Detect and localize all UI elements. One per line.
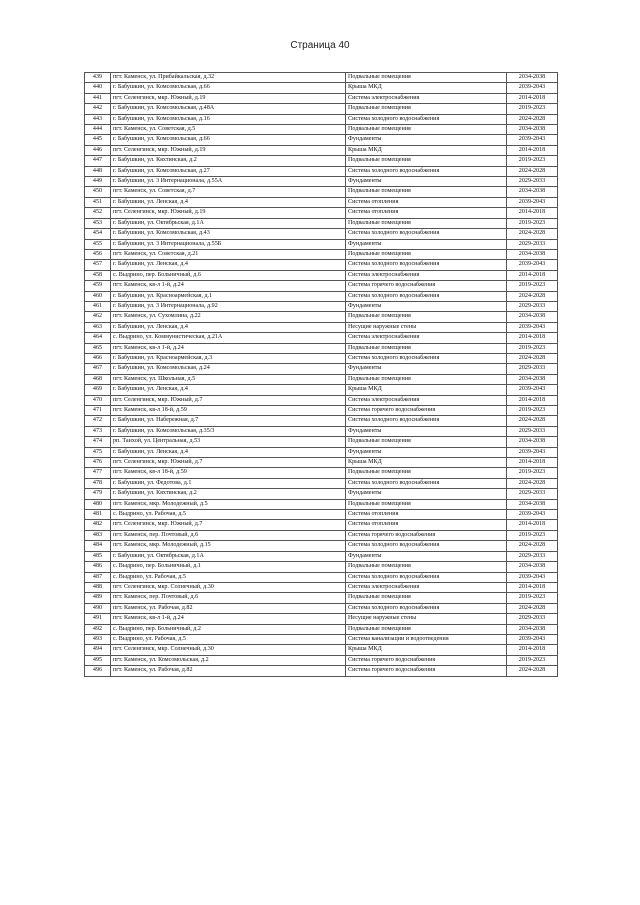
table-row — [85, 624, 558, 634]
period-cell: 2014-2018 — [507, 333, 558, 343]
address-cell: г. Бабушкин, ул. Ленская, д.4 — [111, 447, 346, 457]
address-cell: пгт. Селенгинск, мкр. Солнечный, д.30 — [111, 582, 346, 592]
table-row — [85, 125, 558, 135]
table-row — [85, 468, 558, 478]
table-row — [85, 343, 558, 353]
work-type-cell: Фундаменты — [346, 135, 507, 145]
period-cell: 2019-2023 — [507, 468, 558, 478]
table-row — [85, 572, 558, 582]
table-row — [85, 104, 558, 114]
work-type-cell: Фундаменты — [346, 426, 507, 436]
work-type-cell: Система электроснабжения — [346, 333, 507, 343]
row-number-cell: 448 — [85, 166, 111, 176]
period-cell: 2019-2023 — [507, 530, 558, 540]
row-number-cell: 489 — [85, 593, 111, 603]
work-type-cell: Система холодного водоснабжения — [346, 572, 507, 582]
address-cell: пгт. Каменск, ул. Школьная, д.5 — [111, 374, 346, 384]
address-cell: пгт. Каменск, мкр. Молодежный, д.5 — [111, 499, 346, 509]
work-type-cell: Подвальные помещения — [346, 437, 507, 447]
address-cell: г. Бабушкин, ул. Октябрьская, д.1А — [111, 551, 346, 561]
address-cell: пгт. Каменск, ул. Сухомлина, д.22 — [111, 312, 346, 322]
work-type-cell: Подвальные помещения — [346, 104, 507, 114]
period-cell: 2024-2028 — [507, 478, 558, 488]
row-number-cell: 474 — [85, 437, 111, 447]
period-cell: 2014-2018 — [507, 645, 558, 655]
row-number-cell: 442 — [85, 104, 111, 114]
table-body — [85, 73, 558, 677]
work-type-cell: Система горячего водоснабжения — [346, 281, 507, 291]
address-cell: пгт. Каменск, ул. Советская, д.5 — [111, 125, 346, 135]
row-number-cell: 459 — [85, 281, 111, 291]
work-type-cell: Система холодного водоснабжения — [346, 541, 507, 551]
row-number-cell: 485 — [85, 551, 111, 561]
work-type-cell: Система электроснабжения — [346, 93, 507, 103]
period-cell: 2019-2023 — [507, 655, 558, 665]
row-number-cell: 478 — [85, 478, 111, 488]
work-type-cell: Несущие наружные стены — [346, 322, 507, 332]
table-row — [85, 593, 558, 603]
work-type-cell: Система холодного водоснабжения — [346, 353, 507, 363]
address-cell: г. Бабушкин, ул. Комсомольская, д.48А — [111, 104, 346, 114]
address-cell: пгт. Каменск, кв-л 1-й, д.24 — [111, 281, 346, 291]
address-cell: с. Выдрино, ул. Рабочая, д.5 — [111, 572, 346, 582]
address-cell: с. Выдрино, ул. Коммунистическая, д.21А — [111, 333, 346, 343]
row-number-cell: 456 — [85, 249, 111, 259]
row-number-cell: 472 — [85, 416, 111, 426]
row-number-cell: 457 — [85, 260, 111, 270]
address-cell: пгт. Каменск, ул. Рабочая, д.82 — [111, 666, 346, 676]
row-number-cell: 440 — [85, 83, 111, 93]
address-cell: пгт. Каменск, кв-л 1-й, д.24 — [111, 343, 346, 353]
row-number-cell: 475 — [85, 447, 111, 457]
row-number-cell: 492 — [85, 624, 111, 634]
address-cell: г. Бабушкин, ул. Кяхтинская, д.2 — [111, 156, 346, 166]
address-cell: с. Выдрино, пер. Больничный, д.2 — [111, 624, 346, 634]
work-type-cell: Система горячего водоснабжения — [346, 666, 507, 676]
address-cell: г. Бабушкин, ул. Ленская, д.4 — [111, 385, 346, 395]
period-cell: 2029-2033 — [507, 614, 558, 624]
address-cell: пгт. Селенгинск, мкр. Солнечный, д.30 — [111, 645, 346, 655]
address-cell: с. Выдрино, ул. Рабочая, д.5 — [111, 634, 346, 644]
row-number-cell: 476 — [85, 458, 111, 468]
period-cell: 2024-2028 — [507, 666, 558, 676]
period-cell: 2039-2043 — [507, 385, 558, 395]
table-row — [85, 322, 558, 332]
work-type-cell: Фундаменты — [346, 447, 507, 457]
page-title: Страница 40 — [290, 40, 350, 51]
row-number-cell: 495 — [85, 655, 111, 665]
address-cell: г. Бабушкин, ул. Комсомольская, д.66 — [111, 83, 346, 93]
work-type-cell: Система горячего водоснабжения — [346, 655, 507, 665]
row-number-cell: 493 — [85, 634, 111, 644]
row-number-cell: 464 — [85, 333, 111, 343]
address-cell: г. Бабушкин, ул. Комсомольская, д.66 — [111, 135, 346, 145]
row-number-cell: 443 — [85, 114, 111, 124]
table-row — [85, 312, 558, 322]
period-cell: 2019-2023 — [507, 104, 558, 114]
table-row — [85, 260, 558, 270]
address-cell: г. Бабушкин, ул. Комсомольская, д.43 — [111, 229, 346, 239]
row-number-cell: 479 — [85, 489, 111, 499]
address-cell: рп. Танхой, ул. Центральная, д.53 — [111, 437, 346, 447]
row-number-cell: 482 — [85, 520, 111, 530]
period-cell: 2039-2043 — [507, 260, 558, 270]
row-number-cell: 473 — [85, 426, 111, 436]
table-row — [85, 83, 558, 93]
row-number-cell: 446 — [85, 145, 111, 155]
work-type-cell: Система электроснабжения — [346, 582, 507, 592]
work-type-cell: Система канализации и водоотведения — [346, 634, 507, 644]
work-type-cell: Подвальные помещения — [346, 187, 507, 197]
table-row — [85, 437, 558, 447]
row-number-cell: 483 — [85, 530, 111, 540]
table-row — [85, 530, 558, 540]
period-cell: 2014-2018 — [507, 395, 558, 405]
work-type-cell: Подвальные помещения — [346, 499, 507, 509]
work-type-cell: Фундаменты — [346, 551, 507, 561]
work-type-cell: Крыша МКД — [346, 645, 507, 655]
work-type-cell: Система отопления — [346, 208, 507, 218]
table-row — [85, 458, 558, 468]
row-number-cell: 451 — [85, 197, 111, 207]
address-cell: пгт. Селенгинск, мкр. Южный, д.19 — [111, 145, 346, 155]
period-cell: 2019-2023 — [507, 593, 558, 603]
address-cell: пгт. Селенгинск, мкр. Южный, д.7 — [111, 520, 346, 530]
period-cell: 2039-2043 — [507, 197, 558, 207]
work-type-cell: Подвальные помещения — [346, 562, 507, 572]
table-row — [85, 582, 558, 592]
period-cell: 2039-2043 — [507, 510, 558, 520]
table-row — [85, 603, 558, 613]
period-cell: 2034-2038 — [507, 437, 558, 447]
address-cell: пгт. Каменск, пер. Почтовый, д.6 — [111, 530, 346, 540]
row-number-cell: 481 — [85, 510, 111, 520]
table-row — [85, 426, 558, 436]
period-cell: 2019-2023 — [507, 343, 558, 353]
table-row — [85, 156, 558, 166]
period-cell: 2034-2038 — [507, 624, 558, 634]
table-row — [85, 166, 558, 176]
row-number-cell: 449 — [85, 177, 111, 187]
period-cell: 2039-2043 — [507, 447, 558, 457]
table-row — [85, 562, 558, 572]
work-type-cell: Подвальные помещения — [346, 312, 507, 322]
period-cell: 2034-2038 — [507, 187, 558, 197]
period-cell: 2039-2043 — [507, 135, 558, 145]
address-cell: г. Бабушкин, ул. 3 Интернационала, д.92 — [111, 301, 346, 311]
period-cell: 2039-2043 — [507, 634, 558, 644]
row-number-cell: 471 — [85, 406, 111, 416]
period-cell: 2029-2033 — [507, 364, 558, 374]
address-cell: пгт. Каменск, кв-л 18-й, д.59 — [111, 468, 346, 478]
table-row — [85, 73, 558, 83]
row-number-cell: 468 — [85, 374, 111, 384]
period-cell: 2039-2043 — [507, 322, 558, 332]
period-cell: 2029-2033 — [507, 239, 558, 249]
table-row — [85, 197, 558, 207]
work-type-cell: Подвальные помещения — [346, 249, 507, 259]
row-number-cell: 454 — [85, 229, 111, 239]
work-type-cell: Подвальные помещения — [346, 156, 507, 166]
table-row — [85, 447, 558, 457]
work-type-cell: Система холодного водоснабжения — [346, 166, 507, 176]
table-row — [85, 177, 558, 187]
address-cell: г. Бабушкин, ул. Красноармейская, д.1 — [111, 291, 346, 301]
row-number-cell: 467 — [85, 364, 111, 374]
work-type-cell: Система холодного водоснабжения — [346, 603, 507, 613]
address-cell: г. Бабушкин, ул. Красноармейская, д.3 — [111, 353, 346, 363]
period-cell: 2029-2033 — [507, 489, 558, 499]
table-row — [85, 385, 558, 395]
table-row — [85, 395, 558, 405]
period-cell: 2024-2028 — [507, 229, 558, 239]
period-cell: 2024-2028 — [507, 114, 558, 124]
period-cell: 2014-2018 — [507, 145, 558, 155]
work-type-cell: Система горячего водоснабжения — [346, 406, 507, 416]
work-type-cell: Фундаменты — [346, 177, 507, 187]
period-cell: 2014-2018 — [507, 520, 558, 530]
work-type-cell: Подвальные помещения — [346, 374, 507, 384]
period-cell: 2024-2028 — [507, 291, 558, 301]
table-row — [85, 478, 558, 488]
period-cell: 2019-2023 — [507, 218, 558, 228]
table-row — [85, 614, 558, 624]
row-number-cell: 488 — [85, 582, 111, 592]
row-number-cell: 455 — [85, 239, 111, 249]
period-cell: 2034-2038 — [507, 499, 558, 509]
address-cell: пгт. Селенгинск, мкр. Южный, д.7 — [111, 395, 346, 405]
period-cell: 2029-2033 — [507, 301, 558, 311]
table-row — [85, 551, 558, 561]
table-row — [85, 353, 558, 363]
period-cell: 2034-2038 — [507, 562, 558, 572]
address-cell: г. Бабушкин, ул. Федотова, д.1 — [111, 478, 346, 488]
table-row — [85, 145, 558, 155]
work-type-cell: Подвальные помещения — [346, 125, 507, 135]
work-type-cell: Система холодного водоснабжения — [346, 291, 507, 301]
work-type-cell: Подвальные помещения — [346, 343, 507, 353]
table-row — [85, 666, 558, 676]
work-type-cell: Система холодного водоснабжения — [346, 114, 507, 124]
table-row — [85, 281, 558, 291]
period-cell: 2014-2018 — [507, 582, 558, 592]
work-type-cell: Система отопления — [346, 520, 507, 530]
row-number-cell: 441 — [85, 93, 111, 103]
period-cell: 2019-2023 — [507, 406, 558, 416]
work-type-cell: Система холодного водоснабжения — [346, 416, 507, 426]
row-number-cell: 486 — [85, 562, 111, 572]
work-type-cell: Система горячего водоснабжения — [346, 530, 507, 540]
address-cell: г. Бабушкин, ул. Комсомольская, д.16 — [111, 114, 346, 124]
row-number-cell: 484 — [85, 541, 111, 551]
period-cell: 2024-2028 — [507, 541, 558, 551]
address-cell: г. Бабушкин, ул. Комсомольская, д.24 — [111, 364, 346, 374]
row-number-cell: 458 — [85, 270, 111, 280]
address-cell: пгт. Каменск, мкр. Молодежный, д.15 — [111, 541, 346, 551]
row-number-cell: 480 — [85, 499, 111, 509]
period-cell: 2019-2023 — [507, 281, 558, 291]
period-cell: 2014-2018 — [507, 458, 558, 468]
period-cell: 2014-2018 — [507, 93, 558, 103]
period-cell: 2014-2018 — [507, 270, 558, 280]
address-cell: пгт. Каменск, ул. Прибайкальская, д.32 — [111, 73, 346, 83]
table-row — [85, 187, 558, 197]
address-cell: г. Бабушкин, ул. Октябрьская, д.1А — [111, 218, 346, 228]
table-row — [85, 364, 558, 374]
address-cell: с. Выдрино, пер. Больничный, д.1 — [111, 562, 346, 572]
address-cell: пгт. Каменск, ул. Советская, д.7 — [111, 187, 346, 197]
address-cell: г. Бабушкин, ул. Комсомольская, д.27 — [111, 166, 346, 176]
row-number-cell: 494 — [85, 645, 111, 655]
address-cell: г. Бабушкин, ул. Ленская, д.4 — [111, 197, 346, 207]
address-cell: пгт. Каменск, кв-л 18-й, д.59 — [111, 406, 346, 416]
address-cell: г. Бабушкин, ул. Кяхтинская, д.2 — [111, 489, 346, 499]
work-type-cell: Система холодного водоснабжения — [346, 229, 507, 239]
period-cell: 2024-2028 — [507, 353, 558, 363]
address-cell: г. Бабушкин, ул. Комсомольская, д.35/3 — [111, 426, 346, 436]
work-type-cell: Фундаменты — [346, 364, 507, 374]
period-cell: 2034-2038 — [507, 73, 558, 83]
address-cell: пгт. Каменск, ул. Комсомольская, д.2 — [111, 655, 346, 665]
period-cell: 2024-2028 — [507, 416, 558, 426]
work-type-cell: Крыша МКД — [346, 385, 507, 395]
period-cell: 2034-2038 — [507, 374, 558, 384]
period-cell: 2034-2038 — [507, 312, 558, 322]
table-row — [85, 229, 558, 239]
table-row — [85, 270, 558, 280]
period-cell: 2019-2023 — [507, 156, 558, 166]
work-type-cell: Система электроснабжения — [346, 395, 507, 405]
period-cell: 2024-2028 — [507, 166, 558, 176]
table-row — [85, 510, 558, 520]
period-cell: 2034-2038 — [507, 125, 558, 135]
table-row — [85, 114, 558, 124]
work-type-cell: Система холодного водоснабжения — [346, 478, 507, 488]
table-row — [85, 208, 558, 218]
address-cell: пгт. Селенгинск, мкр. Южный, д.7 — [111, 458, 346, 468]
address-cell: пгт. Каменск, кв-л 1-й, д.24 — [111, 614, 346, 624]
row-number-cell: 439 — [85, 73, 111, 83]
row-number-cell: 450 — [85, 187, 111, 197]
table-row — [85, 489, 558, 499]
table-row — [85, 301, 558, 311]
row-number-cell: 447 — [85, 156, 111, 166]
address-cell: пгт. Каменск, ул. Рабочая, д.82 — [111, 603, 346, 613]
address-cell: г. Бабушкин, ул. 3 Интернационала, д.55А — [111, 177, 346, 187]
work-type-cell: Система отопления — [346, 197, 507, 207]
period-cell: 2029-2033 — [507, 426, 558, 436]
table-row — [85, 135, 558, 145]
address-cell: пгт. Селенгинск, мкр. Южный, д.19 — [111, 208, 346, 218]
work-type-cell: Подвальные помещения — [346, 624, 507, 634]
address-cell: с. Выдрино, пер. Больничный, д.6 — [111, 270, 346, 280]
table-row — [85, 406, 558, 416]
table-row — [85, 333, 558, 343]
work-type-cell: Крыша МКД — [346, 145, 507, 155]
table-row — [85, 541, 558, 551]
row-number-cell: 453 — [85, 218, 111, 228]
address-cell: с. Выдрино, ул. Рабочая, д.5 — [111, 510, 346, 520]
work-type-cell: Подвальные помещения — [346, 218, 507, 228]
row-number-cell: 463 — [85, 322, 111, 332]
address-cell: г. Бабушкин, ул. Ленская, д.4 — [111, 260, 346, 270]
work-type-cell: Подвальные помещения — [346, 468, 507, 478]
row-number-cell: 477 — [85, 468, 111, 478]
row-number-cell: 487 — [85, 572, 111, 582]
work-type-cell: Подвальные помещения — [346, 593, 507, 603]
table-row — [85, 218, 558, 228]
period-cell: 2039-2043 — [507, 572, 558, 582]
address-cell: пгт. Селенгинск, мкр. Южный, д.19 — [111, 93, 346, 103]
table-row — [85, 655, 558, 665]
table-row — [85, 645, 558, 655]
row-number-cell: 460 — [85, 291, 111, 301]
table-row — [85, 499, 558, 509]
period-cell: 2029-2033 — [507, 551, 558, 561]
table-row — [85, 239, 558, 249]
work-type-cell: Система отопления — [346, 510, 507, 520]
row-number-cell: 461 — [85, 301, 111, 311]
period-cell: 2039-2043 — [507, 83, 558, 93]
table-row — [85, 634, 558, 644]
work-type-cell: Крыша МКД — [346, 83, 507, 93]
row-number-cell: 496 — [85, 666, 111, 676]
address-cell: г. Бабушкин, ул. Ленская, д.4 — [111, 322, 346, 332]
work-type-cell: Крыша МКД — [346, 458, 507, 468]
table-row — [85, 291, 558, 301]
row-number-cell: 465 — [85, 343, 111, 353]
address-cell: г. Бабушкин, ул. Набережная, д.7 — [111, 416, 346, 426]
period-cell: 2029-2033 — [507, 177, 558, 187]
table-row — [85, 249, 558, 259]
row-number-cell: 444 — [85, 125, 111, 135]
row-number-cell: 445 — [85, 135, 111, 145]
table-row — [85, 416, 558, 426]
row-number-cell: 462 — [85, 312, 111, 322]
work-type-cell: Система электроснабжения — [346, 270, 507, 280]
work-type-cell: Система холодного водоснабжения — [346, 260, 507, 270]
work-type-cell: Фундаменты — [346, 239, 507, 249]
address-cell: пгт. Каменск, ул. Советская, д.21 — [111, 249, 346, 259]
work-type-cell: Подвальные помещения — [346, 73, 507, 83]
table-row — [85, 374, 558, 384]
row-number-cell: 490 — [85, 603, 111, 613]
table-row — [85, 93, 558, 103]
table-row — [85, 520, 558, 530]
row-number-cell: 452 — [85, 208, 111, 218]
work-type-cell: Фундаменты — [346, 489, 507, 499]
work-type-cell: Несущие наружные стены — [346, 614, 507, 624]
address-cell: г. Бабушкин, ул. 3 Интернационала, д.55Б — [111, 239, 346, 249]
address-cell: пгт. Каменск, пер. Почтовый, д.6 — [111, 593, 346, 603]
period-cell: 2024-2028 — [507, 603, 558, 613]
repair-schedule-table — [84, 72, 558, 677]
period-cell: 2034-2038 — [507, 249, 558, 259]
row-number-cell: 470 — [85, 395, 111, 405]
period-cell: 2014-2018 — [507, 208, 558, 218]
row-number-cell: 491 — [85, 614, 111, 624]
row-number-cell: 466 — [85, 353, 111, 363]
row-number-cell: 469 — [85, 385, 111, 395]
work-type-cell: Фундаменты — [346, 301, 507, 311]
